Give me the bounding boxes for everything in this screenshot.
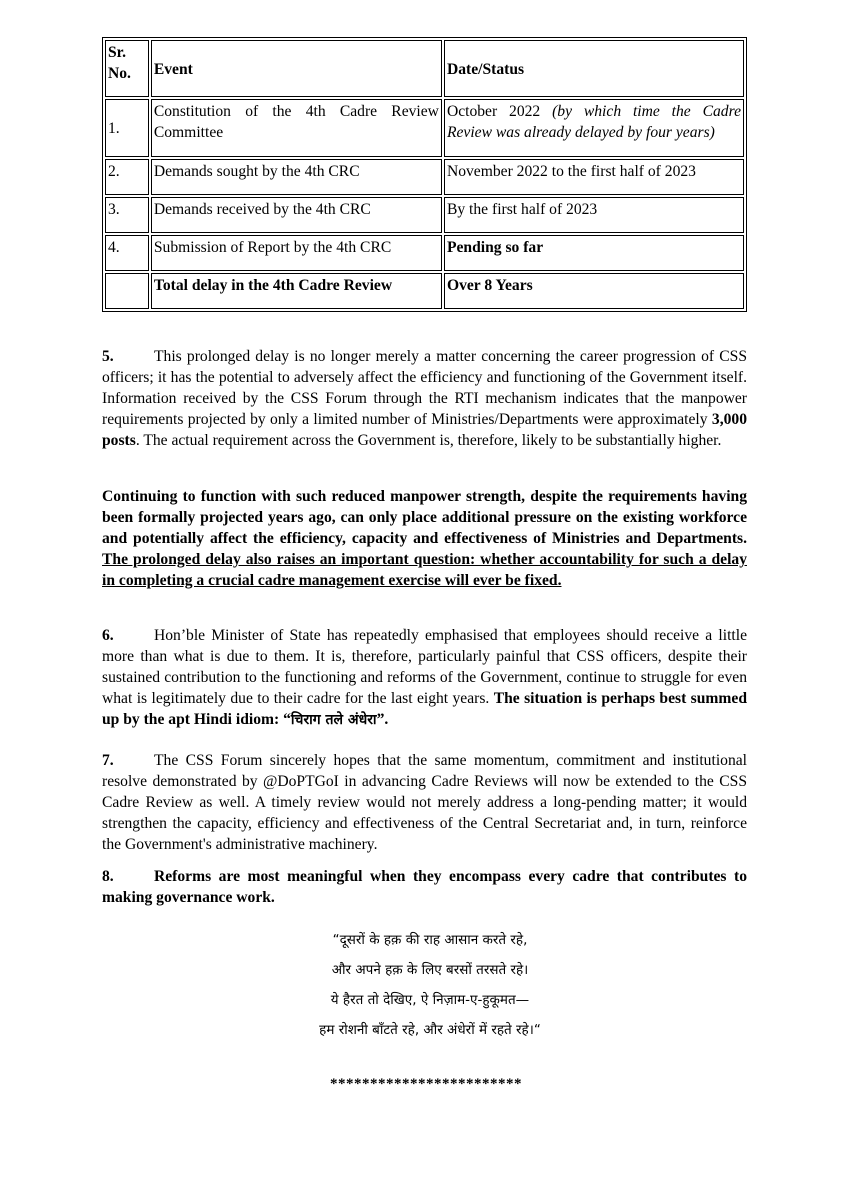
poem-line: हम रोशनी बाँटते रहे, और अंधेरों में रहते रहे।“ — [319, 1022, 541, 1038]
paragraph-bold-end: ”. — [376, 711, 389, 728]
row-status: By the first half of 2023 — [444, 197, 744, 233]
paragraph-bold: 3,000 posts — [102, 411, 747, 449]
poem-line: ये हैरत तो देखिए, ऐ निज़ाम-ए-हुकूमत— — [330, 992, 530, 1008]
paragraph-number: 7. — [102, 752, 114, 769]
paragraph-5-continued — [102, 486, 747, 591]
paragraph-number: 8. — [102, 868, 114, 885]
row-status: Pending so far — [444, 235, 744, 271]
hindi-poem — [230, 925, 630, 1045]
row-sr: 2. — [105, 159, 149, 195]
paragraph-bold: The situation is perhaps best summed up by the apt Hindi idiom: “ — [102, 690, 747, 728]
poem-line: “दूसरों के हक़ की राह आसान करते रहे, — [332, 932, 528, 948]
event-status-table — [102, 37, 747, 312]
paragraph-7 — [102, 750, 747, 855]
row-event: Submission of Report by the 4th CRC — [151, 235, 442, 271]
paragraph-6 — [102, 625, 747, 731]
event-status-table-wrapper — [102, 37, 747, 312]
row-sr — [105, 273, 149, 309]
paragraph-5 — [102, 346, 747, 451]
table-total-row — [105, 273, 744, 309]
paragraph-text: The CSS Forum sincerely hopes that the same momentum, commitment and institutional resolve demonstrated by @DoPTGoI in advancing Cadre Reviews will now be extended to the CSS Cadre Review as well. A timely review would not merely address a long-pending matter; it would strengthen the capacity, efficiency and effectiveness of the Central Secretariat and, in turn, reinforce the Government's administrative machinery. — [102, 752, 747, 853]
row-event: Demands sought by the 4th CRC — [151, 159, 442, 195]
paragraph-8 — [102, 866, 747, 908]
table-header-row — [105, 40, 744, 97]
row-event: Demands received by the 4th CRC — [151, 197, 442, 233]
paragraph-text: This prolonged delay is no longer merely a matter concerning the career progression of CSS officers; it has the potential to adversely affect the efficiency and functioning of the Government itself. Information received by the CSS Forum through the RTI mechanism indicates that the manpower requirements projected by only a limited number of Ministries/Departments were approximately — [102, 348, 747, 428]
row-event: Total delay in the 4th Cadre Review — [151, 273, 442, 309]
table-row — [105, 159, 744, 195]
row-sr: 1. — [105, 99, 149, 157]
table-row — [105, 235, 744, 271]
row-status-note: (by which time the Cadre Review was already delayed by four years) — [446, 103, 741, 141]
paragraph-text: . The actual requirement across the Government is, therefore, likely to be substantially higher. — [135, 432, 722, 449]
row-sr: 3. — [105, 197, 149, 233]
end-separator: ************************ — [330, 1076, 522, 1092]
row-event: Constitution of the 4th Cadre Review Committee — [151, 99, 442, 157]
header-date-status: Date/Status — [444, 40, 744, 97]
table-row — [105, 99, 744, 157]
poem-line: और अपने हक़ के लिए बरसों तरसते रहे। — [331, 962, 529, 978]
row-status-text: October 2022 — [446, 103, 541, 120]
paragraph-number: 5. — [102, 348, 114, 365]
row-status: Over 8 Years — [444, 273, 744, 309]
hindi-idiom: चिराग तले अंधेरा — [290, 712, 377, 728]
table-row — [105, 197, 744, 233]
row-status: November 2022 to the first half of 2023 — [444, 159, 744, 195]
header-sr-no: Sr. No. — [105, 40, 149, 97]
paragraph-underlined: The prolonged delay also raises an important question: whether accountability for such a delay in completing a crucial cadre management exercise will ever be fixed. — [102, 551, 747, 589]
paragraph-text: Hon’ble Minister of State has repeatedly emphasised that employees should receive a little more than what is due to them. It is, therefore, particularly painful that CSS officers, despite their sustained contribution to the functioning and reforms of the Government, continue to struggle for even what is legitimately due to their cadre for the last eight years. — [102, 627, 747, 707]
header-event: Event — [151, 40, 442, 97]
row-sr: 4. — [105, 235, 149, 271]
paragraph-bold: Reforms are most meaningful when they encompass every cadre that contributes to making governance work. — [102, 868, 747, 906]
paragraph-bold: Continuing to function with such reduced manpower strength, despite the requirements having been formally projected years ago, can only place additional pressure on the existing workforce and potentially affect the efficiency, capacity and effectiveness of Ministries and Departments. — [102, 488, 747, 547]
paragraph-number: 6. — [102, 627, 114, 644]
row-status — [444, 99, 744, 157]
